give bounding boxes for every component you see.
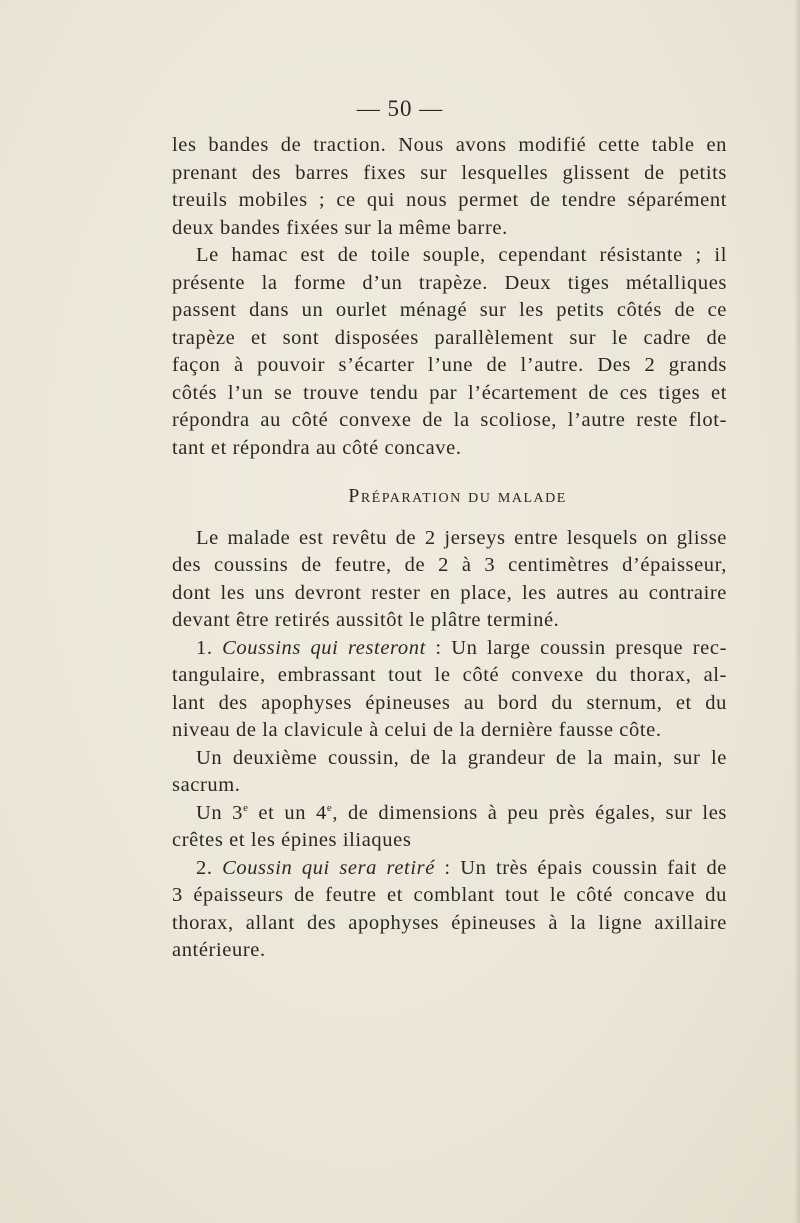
page-edge-shadow: [794, 0, 800, 1223]
text-line: deux bandes fixées sur la même barre.: [172, 216, 508, 239]
list-item-title: Coussins qui resteront: [222, 636, 426, 659]
text-fragment: Un 3: [196, 801, 244, 824]
text-line: dont les uns devront rester en place, les autres au contraire: [172, 581, 727, 604]
text-line: les bandes de traction. Nous avons modifié cette table en: [172, 134, 727, 156]
superscript: e: [243, 801, 249, 814]
text-line: prenant des barres fixes sur lesquelles glissent de petits: [172, 161, 727, 184]
text-line: lant des apophyses épineuses au bord du sternum, et du: [172, 691, 727, 714]
list-item-title: Coussin qui sera retiré: [222, 856, 435, 879]
section-heading: Préparation du malade: [348, 485, 567, 507]
list-item-number: 1.: [196, 636, 213, 659]
body-text: [172, 132, 727, 965]
text-line: thorax, allant des apophyses épineuses à la ligne axillaire: [172, 911, 727, 934]
list-item-number: 2.: [196, 856, 213, 879]
list-item-1-line: [172, 635, 727, 663]
text-line: des coussins de feutre, de 2 à 3 centimètres d’épaisseur,: [172, 554, 727, 576]
list-item-text: : Un large coussin presque rec-: [425, 636, 727, 659]
text-line: antérieure.: [172, 939, 266, 961]
text-line: façon à pouvoir s’écarter l’une de l’autre. Des 2 grands: [172, 354, 727, 376]
text-line: Un deuxième coussin, de la grandeur de la main, sur le: [196, 746, 727, 769]
text-line: niveau de la clavicule à celui de la dernière fausse côte.: [172, 719, 662, 741]
text-line: 3 épaisseurs de feutre et comblant tout le côté concave du: [172, 884, 727, 906]
text-line: présente la forme d’un trapèze. Deux tiges métalliques: [172, 271, 727, 294]
text-line: côtés l’un se trouve tendu par l’écartement de ces tiges et: [172, 381, 727, 404]
text-line: tangulaire, embrassant tout le côté convexe du thorax, al-: [172, 664, 727, 686]
text-fragment: , de dimensions à peu près égales, sur les: [332, 801, 727, 824]
text-fragment: et un 4: [248, 801, 327, 824]
text-line: devant être retirés aussitôt le plâtre terminé.: [172, 609, 560, 631]
page-number: — 50 —: [356, 96, 444, 121]
text-line: trapèze et sont disposées parallèlement sur le cadre de: [172, 326, 727, 349]
text-line: treuils mobiles ; ce qui nous permet de tendre séparément: [172, 189, 727, 211]
superscript: e: [326, 801, 333, 814]
text-line: tant et répondra au côté concave.: [172, 436, 462, 459]
text-line: sacrum.: [172, 774, 241, 796]
text-line: Le hamac est de toile souple, cependant résistante ; il: [196, 244, 727, 266]
text-line: passent dans un ourlet ménagé sur les petits côtés de ce: [172, 299, 727, 321]
list-item-text: : Un très épais coussin fait de: [434, 856, 727, 879]
text-line: crêtes et les épines iliaques: [172, 829, 412, 851]
text-line-with-superscripts: [172, 800, 727, 828]
text-line: répondra au côté convexe de la scoliose, l’autre reste flot-: [172, 409, 727, 431]
list-item-2-line: [172, 855, 727, 883]
text-line: Le malade est revêtu de 2 jerseys entre lesquels on glisse: [196, 526, 727, 549]
